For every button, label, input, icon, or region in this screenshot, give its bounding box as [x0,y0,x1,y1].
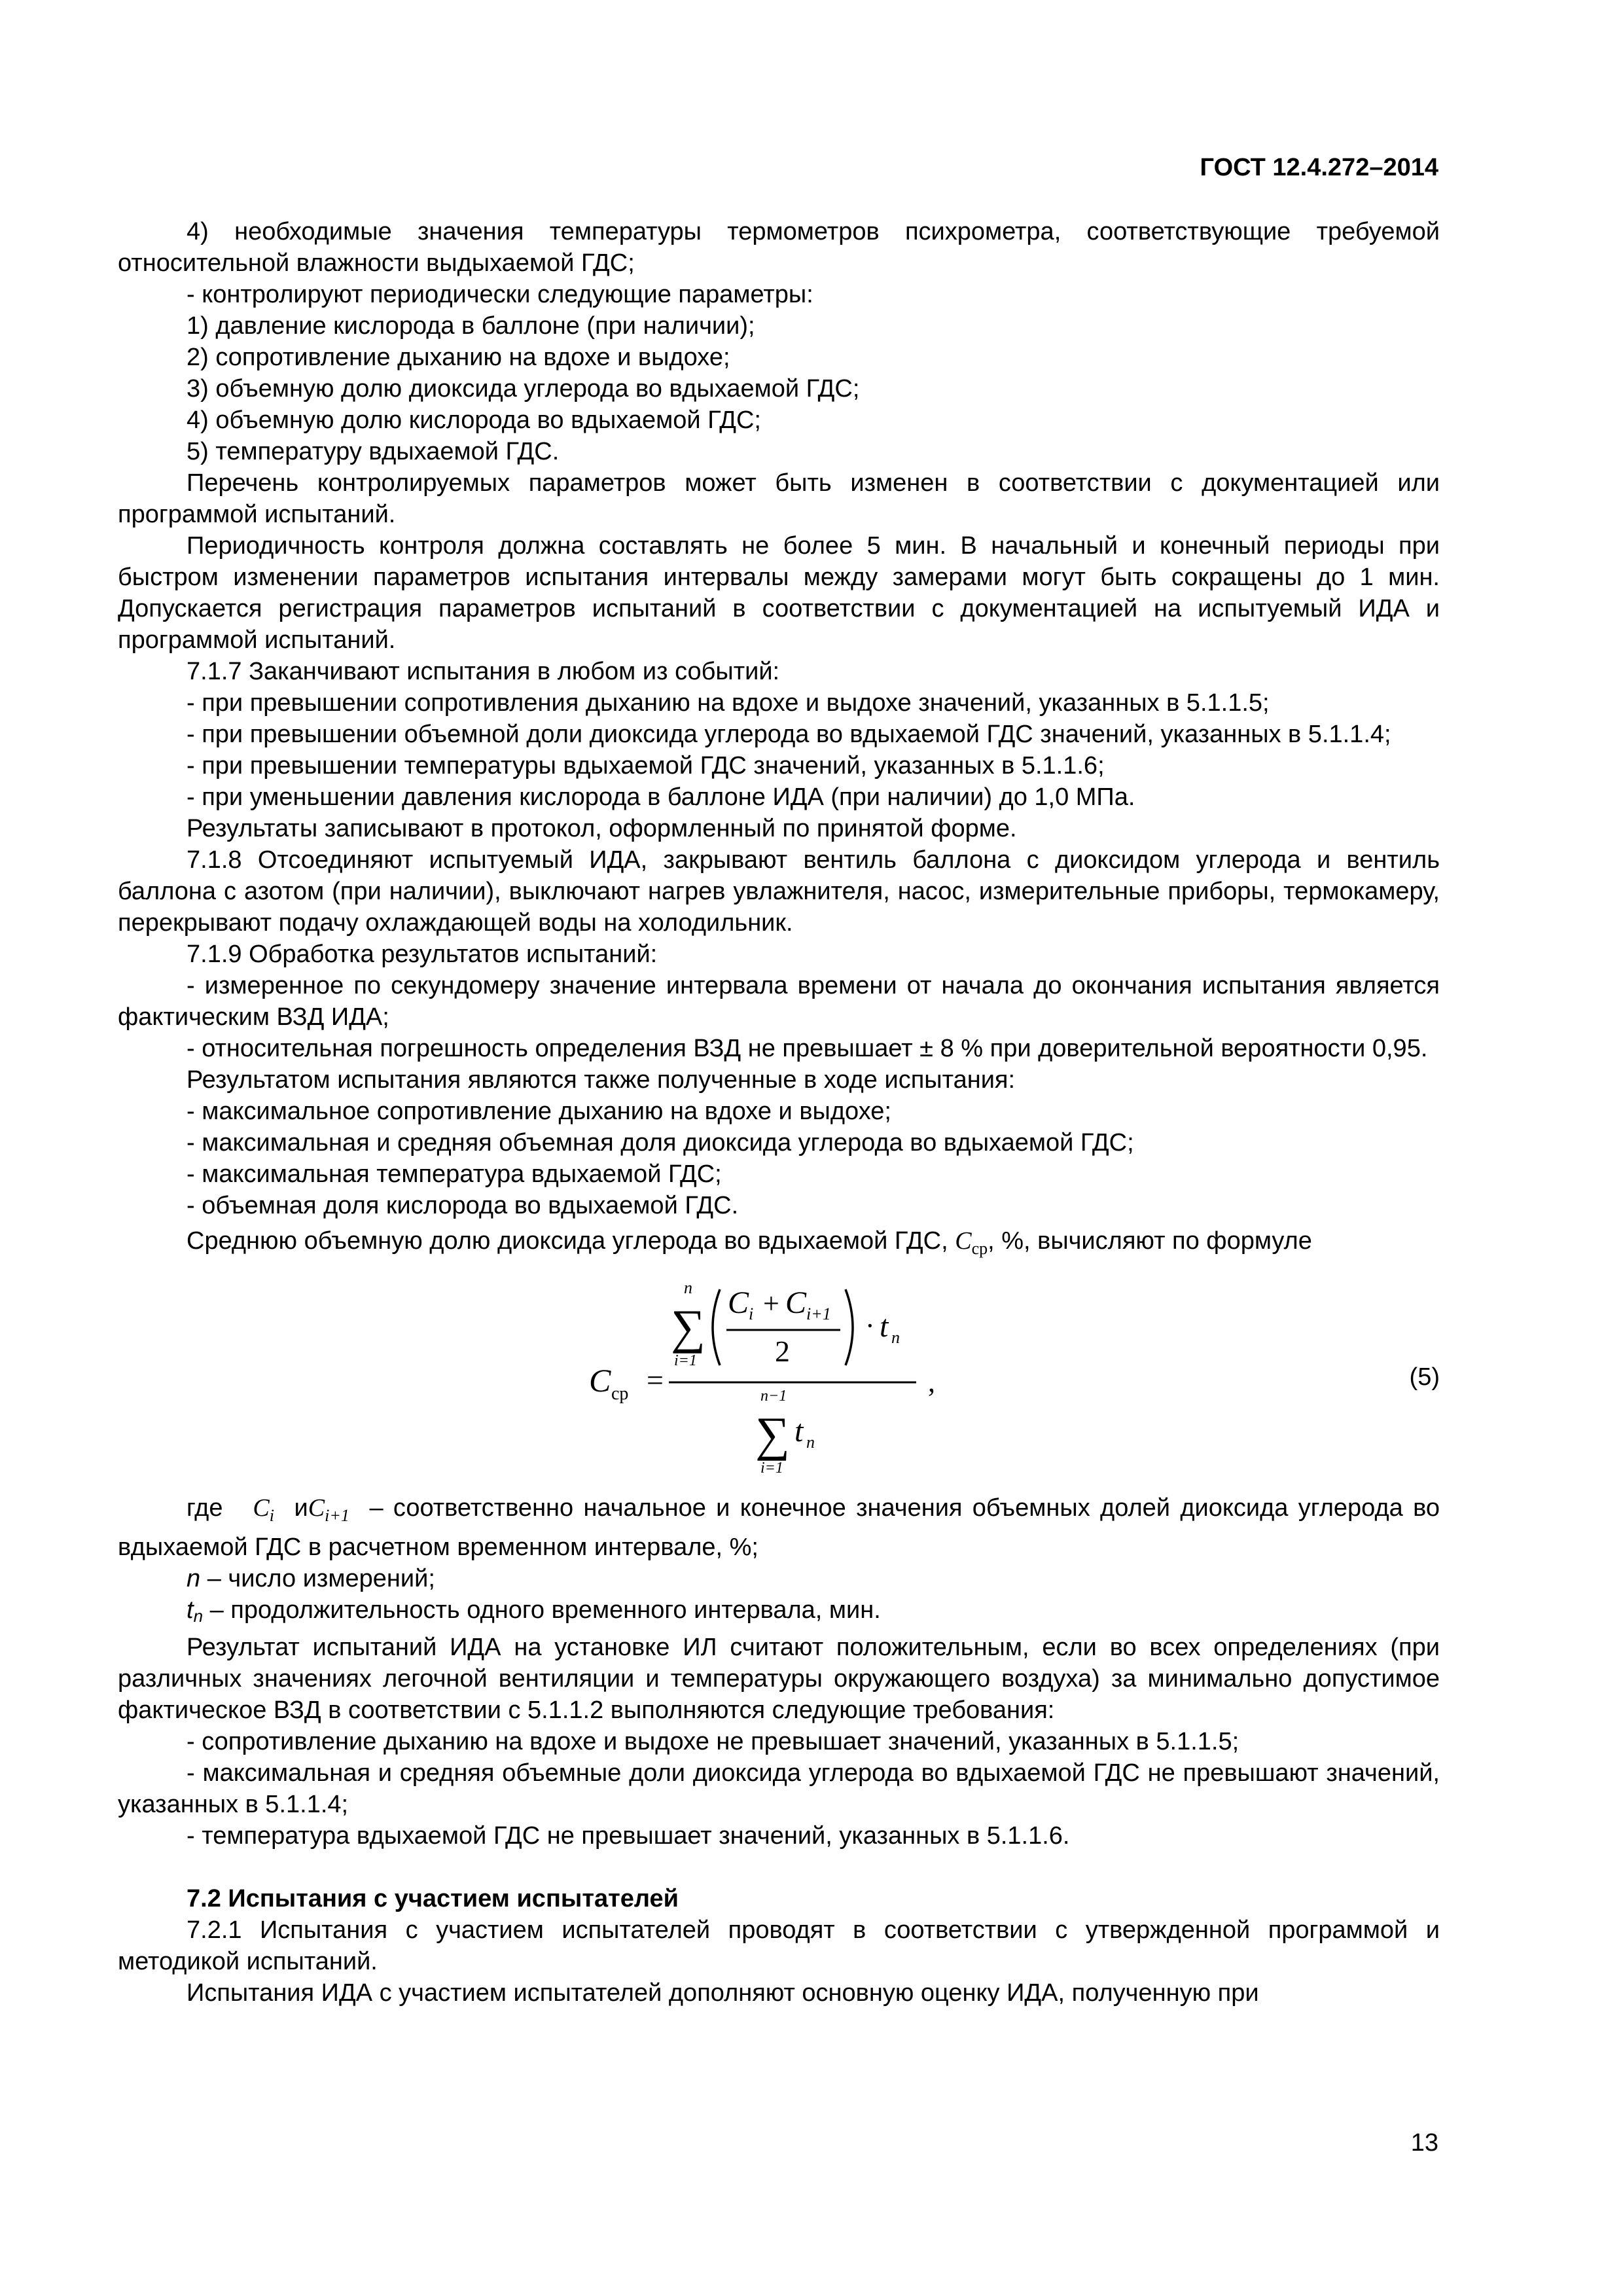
left-paren [713,1289,720,1365]
where-text: – соответственно начальное и конечное значения объемных долей диоксида углерода во вдыхаемой ГДС в расчетном временном интервале, %; [118,1494,1440,1561]
t-n-num-sub: n [891,1328,900,1347]
equation-number: (5) [1409,1363,1440,1391]
paragraphs-bottom [118,1632,1440,1852]
paragraph: - при уменьшении давления кислорода в баллоне ИДА (при наличии) до 1,0 МПа. [187,783,1135,811]
paragraph: 5) температуру вдыхаемой ГДС. [187,438,560,465]
paragraph: - относительная погрешность определения ВЗД не превышает ± 8 % при доверительной вероятности 0,95. [187,1035,1428,1062]
paragraph: - максимальная и средняя объемная доля диоксида углерода во вдыхаемой ГДС; [187,1129,1134,1157]
multiply-dot: · [865,1310,875,1342]
paragraph: 3) объемную долю диоксида углерода во вдыхаемой ГДС; [187,375,860,403]
paragraph: 4) объемную долю кислорода во вдыхаемой ГДС; [187,406,761,434]
paragraph: 4) необходимые значения температуры термометров психрометра, соответствующие требуемой относительной влажности выдыхаемой ГДС; [118,218,1440,277]
t-n-den: t [794,1414,804,1448]
c-i-sub: i [749,1304,754,1323]
standard-code: ГОСТ 12.4.272–2014 [1200,154,1438,181]
plus-sign: + [763,1287,779,1319]
where-t-symbol: t [187,1596,194,1624]
formula-lhs: C [589,1362,611,1399]
paragraph: 7.1.7 Заканчивают испытания в любом из событий: [187,658,780,685]
paragraph: - максимальное сопротивление дыханию на вдохе и выдохе; [187,1098,891,1125]
where-n-symbol: n [187,1565,201,1592]
paragraph: 1) давление кислорода в баллоне (при наличии); [187,312,755,340]
formula-intro-before: Среднюю объемную долю диоксида углерода во вдыхаемой ГДС, [187,1227,948,1255]
sum-sign-den: ∑ [755,1408,790,1462]
where-c-i1-sub: i+1 [325,1506,349,1525]
den-upper-limit: n−1 [760,1388,787,1405]
where-c-i: C [253,1494,270,1522]
paragraph: Результаты записывают в протокол, оформленный по принятой форме. [187,815,1017,842]
section-heading: 7.2 Испытания с участием испытателей [187,1885,679,1912]
where-c-i1: C [308,1494,325,1522]
paragraph: 7.1.9 Обработка результатов испытаний: [187,941,658,968]
formula-equals: = [647,1363,664,1397]
where-and: и [294,1494,308,1522]
where-n [118,1563,1440,1594]
right-paren [846,1289,853,1365]
formula-lhs-sub: ср [611,1384,629,1404]
paragraph: - максимальная и средняя объемные доли диоксида углерода во вдыхаемой ГДС не превышают значений, указанных в 5.1.1.4; [118,1759,1440,1818]
page-number: 13 [1410,2129,1438,2157]
t-n-den-sub: n [806,1433,815,1452]
where-c-i-sub: i [269,1506,274,1525]
sum-lower-limit: i=1 [674,1352,697,1369]
paragraphs-top [118,216,1440,1221]
paragraph: - при превышении температуры вдыхаемой ГДС значений, указанных в 5.1.1.6; [187,752,1105,780]
where-prefix: где [187,1494,223,1522]
paragraph: 7.2.1 Испытания с участием испытателей проводят в соответствии с утвержденной программой и методикой испытаний. [118,1916,1440,1975]
paragraph: - при превышении сопротивления дыханию на вдохе и выдохе значений, указанных в 5.1.1.5; [187,689,1270,717]
page-body [118,216,1440,2009]
paragraph: - сопротивление дыханию на вдохе и выдохе не превышает значений, указанных в 5.1.1.5; [187,1728,1240,1755]
denominator-two: 2 [775,1335,790,1368]
paragraph: - измеренное по секундомеру значение интервала времени от начала до окончания испытания является фактическим ВЗД ИДА; [118,972,1440,1031]
formula-intro [118,1225,1440,1265]
den-lower-limit: i=1 [760,1460,783,1477]
c-i1: C [785,1285,807,1320]
sum-upper-limit: n [684,1278,692,1297]
where-t-sub: n [193,1606,204,1626]
formula-intro-after: , %, вычисляют по формуле [988,1227,1312,1255]
paragraph: - объемная доля кислорода во вдыхаемой ГДС. [187,1192,739,1219]
paragraph: Перечень контролируемых параметров может быть изменен в соответствии с документацией или программой испытаний. [118,469,1440,528]
paragraph: Результат испытаний ИДА на установке ИЛ считают положительным, если во всех определениях (при различных значениях легочной вентиляции и температуры окружающего воздуха) за минимально допустимое фактическое ВЗД в соответствии с 5.1.1.2 выполняются следующие требования: [118,1634,1440,1724]
paragraph: - максимальная температура вдыхаемой ГДС; [187,1160,722,1188]
paragraph: Периодичность контроля должна составлять не более 5 мин. В начальный и конечный периоды при быстром изменении параметров испытания интервалы между замерами могут быть сокращены до 1 мин. Допускается регистрация параметров испытаний в соответствии с документацией на испытуемый ИДА и программой испытаний. [118,532,1440,654]
spacer [118,1852,1440,1883]
sum-sign-num: ∑ [671,1300,705,1354]
paragraph: - температура вдыхаемой ГДС не превышает значений, указанных в 5.1.1.6. [187,1822,1070,1850]
symbol-c-sub: ср [971,1239,988,1258]
c-i: C [728,1285,749,1320]
t-n-num: t [880,1309,889,1344]
formula-comma: , [928,1366,935,1398]
paragraph: Результатом испытания являются также полученные в ходе испытания: [187,1066,1016,1094]
where-t-text: – продолжительность одного временного интервала, мин. [209,1596,881,1624]
paragraph: 7.1.8 Отсоединяют испытуемый ИДА, закрывают вентиль баллона с диоксидом углерода и вентиль баллона с азотом (при наличии), выключают нагрев увлажнителя, насос, измерительные приборы, термокамеру, перекрывают подачу охлаждающей воды на холодильник. [118,846,1440,937]
formula-5 [589,1270,1113,1486]
paragraph: 2) сопротивление дыханию на вдохе и выдохе; [187,344,730,371]
paragraph: Испытания ИДА с участием испытателей дополняют основную оценку ИДА, полученную при [187,1979,1259,2007]
where-t [118,1594,1440,1632]
paragraph: - контролируют периодически следующие параметры: [187,281,813,308]
where-clause [118,1492,1440,1563]
c-i1-sub: i+1 [806,1304,831,1323]
symbol-c: C [955,1227,972,1255]
formula-block [118,1270,1440,1486]
where-n-text: – число измерений; [207,1565,435,1592]
paragraph: - при превышении объемной доли диоксида углерода во вдыхаемой ГДС значений, указанных в 5.1.1.4; [187,721,1391,748]
